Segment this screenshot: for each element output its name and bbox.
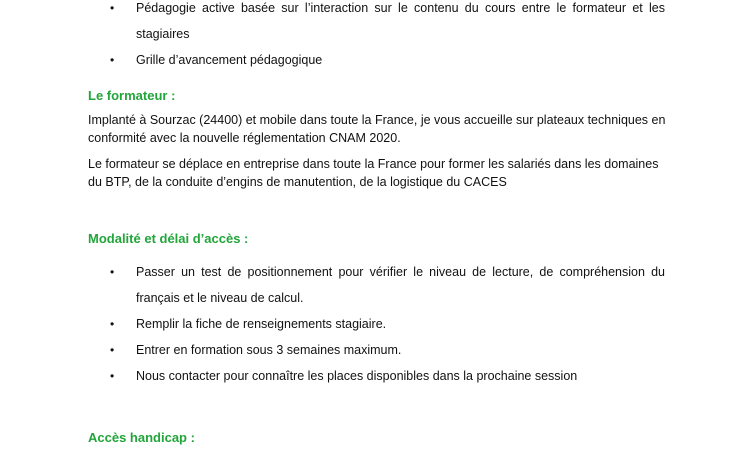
bullet-icon: • (110, 1, 115, 15)
list-item (110, 259, 665, 311)
formateur-paragraph-2: Le formateur se déplace en entreprise dans toute la France pour former les salariés dans les domaines du BTP, de la conduite d’engins de manutention, de la logistique du CACES (88, 157, 659, 189)
list-item-text: Nous contacter pour connaître les places disponibles dans la prochaine session (136, 369, 578, 383)
bullet-icon: • (110, 343, 115, 357)
bullet-icon: • (110, 369, 115, 383)
list-item (110, 363, 665, 389)
list-item (110, 311, 665, 337)
list-item-text: Passer un test de positionnement pour vérifier le niveau de lecture, de compréhension du français et le niveau de calcul. (136, 265, 665, 305)
modalite-list (110, 259, 665, 389)
list-item-text: Pédagogie active basée sur l’interaction sur le contenu du cours entre le formateur et les stagiaires (136, 1, 665, 41)
list-item-text: Entrer en formation sous 3 semaines maximum. (136, 343, 402, 357)
pedagogy-list (110, 0, 665, 73)
bullet-icon: • (110, 53, 115, 67)
formateur-heading: Le formateur : (88, 88, 176, 103)
list-item-text: Remplir la fiche de renseignements stagiaire. (136, 317, 387, 331)
list-item-text: Grille d’avancement pédagogique (136, 53, 323, 67)
bullet-icon: • (110, 265, 115, 279)
formateur-paragraph-1: Implanté à Sourzac (24400) et mobile dans toute la France, je vous accueille sur plateaux techniques en conformité avec la nouvelle réglementation CNAM 2020. (88, 113, 666, 145)
modalite-heading: Modalité et délai d’accès : (88, 231, 249, 246)
list-item (110, 337, 665, 363)
bullet-icon: • (110, 317, 115, 331)
handicap-heading: Accès handicap : (88, 430, 195, 445)
list-item (110, 47, 665, 73)
list-item (110, 0, 665, 47)
